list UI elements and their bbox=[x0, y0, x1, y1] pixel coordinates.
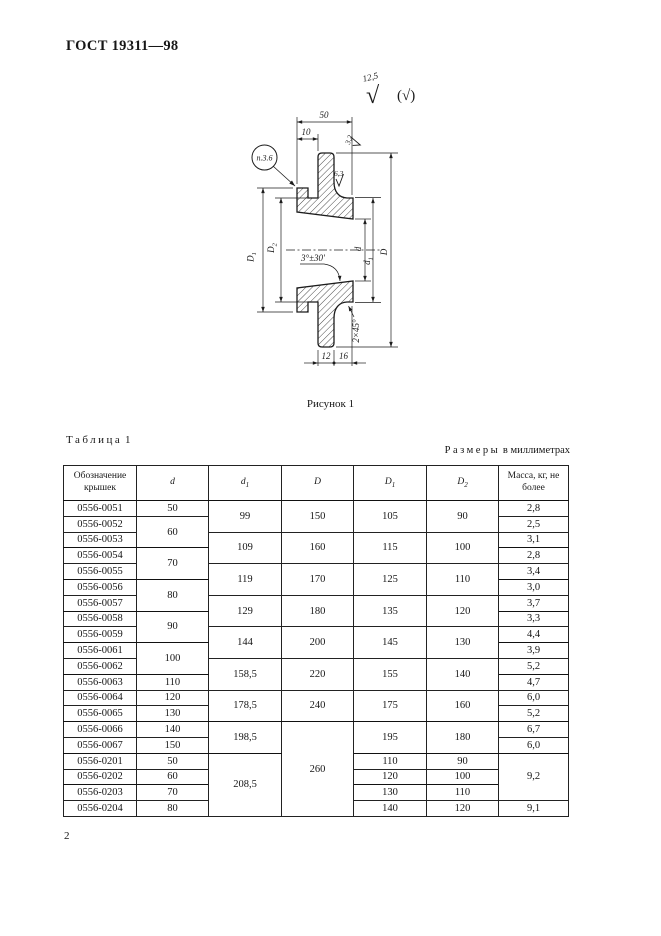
table-cell: 2,8 bbox=[499, 548, 569, 564]
table-cell: 110 bbox=[354, 753, 427, 769]
table-cell: 125 bbox=[354, 564, 427, 596]
table-cell: 260 bbox=[282, 722, 354, 817]
label-diameter-D2: $D_2$ bbox=[266, 243, 279, 253]
column-header-3: D bbox=[282, 466, 354, 501]
table-cell: 100 bbox=[427, 769, 499, 785]
table-cell: 130 bbox=[427, 627, 499, 659]
svg-text:3°±30': 3°±30' bbox=[301, 253, 325, 263]
chamfer-note bbox=[349, 306, 362, 343]
table-cell: 180 bbox=[427, 722, 499, 754]
table-header bbox=[64, 466, 569, 501]
svg-text:2×45°: 2×45° bbox=[351, 319, 361, 343]
dim-spigot-length: 16 bbox=[339, 351, 348, 361]
table-cell: 160 bbox=[282, 532, 354, 564]
table-cell: 140 bbox=[427, 658, 499, 690]
table-cell: 180 bbox=[282, 595, 354, 627]
technical-drawing bbox=[240, 60, 445, 375]
table-cell: 6,0 bbox=[499, 690, 569, 706]
table-cell: 105 bbox=[354, 501, 427, 533]
table-cell: 178,5 bbox=[209, 690, 282, 722]
table-cell: 3,1 bbox=[499, 532, 569, 548]
table-cell: 120 bbox=[427, 595, 499, 627]
table-cell: 0556-0054 bbox=[64, 548, 137, 564]
table-cell: 175 bbox=[354, 690, 427, 722]
column-header-4: $D_1$ bbox=[354, 466, 427, 501]
table-cell: 0556-0056 bbox=[64, 579, 137, 595]
table-cell: 50 bbox=[137, 753, 209, 769]
table-cell: 120 bbox=[354, 769, 427, 785]
table-cell: 100 bbox=[427, 532, 499, 564]
table-cell: 120 bbox=[137, 690, 209, 706]
table-cell: 4,4 bbox=[499, 627, 569, 643]
column-header-0: Обозначение крышек bbox=[64, 466, 137, 501]
svg-text:6,3: 6,3 bbox=[334, 169, 344, 178]
table-cell: 80 bbox=[137, 579, 209, 611]
table-cell: 0556-0201 bbox=[64, 753, 137, 769]
table-cell: 0556-0051 bbox=[64, 501, 137, 517]
page-number: 2 bbox=[64, 830, 70, 842]
table-row bbox=[64, 501, 569, 517]
table-cell: 3,9 bbox=[499, 643, 569, 659]
table-cell: 0556-0061 bbox=[64, 643, 137, 659]
table-cell: 115 bbox=[354, 532, 427, 564]
table-cell: 5,2 bbox=[499, 706, 569, 722]
table-cell: 6,0 bbox=[499, 737, 569, 753]
table-cell: 130 bbox=[354, 785, 427, 801]
table-cell: 60 bbox=[137, 516, 209, 548]
table-cell: 195 bbox=[354, 722, 427, 754]
roughness-face-mark bbox=[343, 134, 363, 150]
table-cell: 135 bbox=[354, 595, 427, 627]
table-cell: 0556-0204 bbox=[64, 801, 137, 817]
table-cell: 9,2 bbox=[499, 753, 569, 800]
table-cell: 150 bbox=[137, 737, 209, 753]
table-cell: 5,2 bbox=[499, 658, 569, 674]
table-cell: 100 bbox=[137, 643, 209, 675]
table-cell: 3,7 bbox=[499, 595, 569, 611]
table-cell: 0556-0203 bbox=[64, 785, 137, 801]
column-header-2: $d_1$ bbox=[209, 466, 282, 501]
table-cell: 60 bbox=[137, 769, 209, 785]
svg-text:√: √ bbox=[366, 83, 380, 109]
table-cell: 150 bbox=[282, 501, 354, 533]
column-header-6: Масса, кг, не более bbox=[499, 466, 569, 501]
dim-overall-width: 50 bbox=[319, 110, 329, 120]
table-cell: 3,4 bbox=[499, 564, 569, 580]
table-cell: 140 bbox=[354, 801, 427, 817]
table-cell: 3,3 bbox=[499, 611, 569, 627]
table-cell: 198,5 bbox=[209, 722, 282, 754]
dim-flange-thickness: 12 bbox=[321, 351, 331, 361]
dimensions-table bbox=[63, 465, 569, 817]
table-cell: 0556-0053 bbox=[64, 532, 137, 548]
svg-text:12,5: 12,5 bbox=[361, 70, 380, 84]
table-cell: 50 bbox=[137, 501, 209, 517]
table-cell: 119 bbox=[209, 564, 282, 596]
table-cell: 208,5 bbox=[209, 753, 282, 816]
table-cell: 80 bbox=[137, 801, 209, 817]
label-diameter-D1: $D_1$ bbox=[245, 252, 258, 262]
table-cell: 0556-0065 bbox=[64, 706, 137, 722]
column-header-1: d bbox=[137, 466, 209, 501]
table-cell: 0556-0202 bbox=[64, 769, 137, 785]
table-cell: 2,5 bbox=[499, 516, 569, 532]
table-cell: 109 bbox=[209, 532, 282, 564]
table-cell: 0556-0062 bbox=[64, 658, 137, 674]
label-diameter-D: D bbox=[379, 248, 389, 256]
table-cell: 144 bbox=[209, 627, 282, 659]
table-cell: 3,0 bbox=[499, 579, 569, 595]
table-row bbox=[64, 722, 569, 738]
table-cell: 90 bbox=[427, 753, 499, 769]
table-cell: 140 bbox=[137, 722, 209, 738]
table-cell: 129 bbox=[209, 595, 282, 627]
table-cell: 0556-0052 bbox=[64, 516, 137, 532]
table-cell: 90 bbox=[137, 611, 209, 643]
table-cell: 0556-0058 bbox=[64, 611, 137, 627]
roughness-general-mark bbox=[361, 70, 415, 109]
units-note: Размеры в миллиметрах bbox=[444, 445, 570, 456]
table-cell: 110 bbox=[137, 674, 209, 690]
item-ref-balloon bbox=[252, 145, 295, 186]
table-cell: 0556-0067 bbox=[64, 737, 137, 753]
label-diameter-d1: $d_1$ bbox=[362, 257, 375, 265]
table-cell: 0556-0055 bbox=[64, 564, 137, 580]
table-cell: 170 bbox=[282, 564, 354, 596]
roughness-seat-mark bbox=[334, 169, 344, 186]
svg-text:п.3.6: п.3.6 bbox=[256, 153, 273, 163]
table-row bbox=[64, 690, 569, 706]
table-cell: 0556-0066 bbox=[64, 722, 137, 738]
standard-number: ГОСТ 19311—98 bbox=[66, 38, 179, 54]
taper-note bbox=[300, 253, 340, 281]
table-cell: 0556-0064 bbox=[64, 690, 137, 706]
svg-text:(√): (√) bbox=[397, 88, 416, 104]
table-cell: 0556-0063 bbox=[64, 674, 137, 690]
column-header-5: $D_2$ bbox=[427, 466, 499, 501]
table-cell: 120 bbox=[427, 801, 499, 817]
table-cell: 220 bbox=[282, 658, 354, 690]
table-cell: 4,7 bbox=[499, 674, 569, 690]
table-cell: 130 bbox=[137, 706, 209, 722]
table-cell: 2,8 bbox=[499, 501, 569, 517]
label-diameter-d: d bbox=[353, 246, 363, 252]
table-cell: 9,1 bbox=[499, 801, 569, 817]
table-cell: 200 bbox=[282, 627, 354, 659]
table-cell: 0556-0057 bbox=[64, 595, 137, 611]
dim-boss-offset: 10 bbox=[301, 127, 311, 137]
table-cell: 145 bbox=[354, 627, 427, 659]
table-body bbox=[64, 501, 569, 817]
table-cell: 155 bbox=[354, 658, 427, 690]
table-cell: 158,5 bbox=[209, 658, 282, 690]
table-cell: 99 bbox=[209, 501, 282, 533]
table-cell: 0556-0059 bbox=[64, 627, 137, 643]
table-cell: 90 bbox=[427, 501, 499, 533]
table-cell: 110 bbox=[427, 785, 499, 801]
svg-text:3,2: 3,2 bbox=[343, 133, 355, 146]
table-cell: 6,7 bbox=[499, 722, 569, 738]
figure-caption: Рисунок 1 bbox=[306, 398, 355, 410]
table-cell: 160 bbox=[427, 690, 499, 722]
table-cell: 70 bbox=[137, 548, 209, 580]
table-cell: 110 bbox=[427, 564, 499, 596]
table-caption: Таблица 1 bbox=[66, 434, 131, 446]
table-cell: 70 bbox=[137, 785, 209, 801]
table-cell: 240 bbox=[282, 690, 354, 722]
